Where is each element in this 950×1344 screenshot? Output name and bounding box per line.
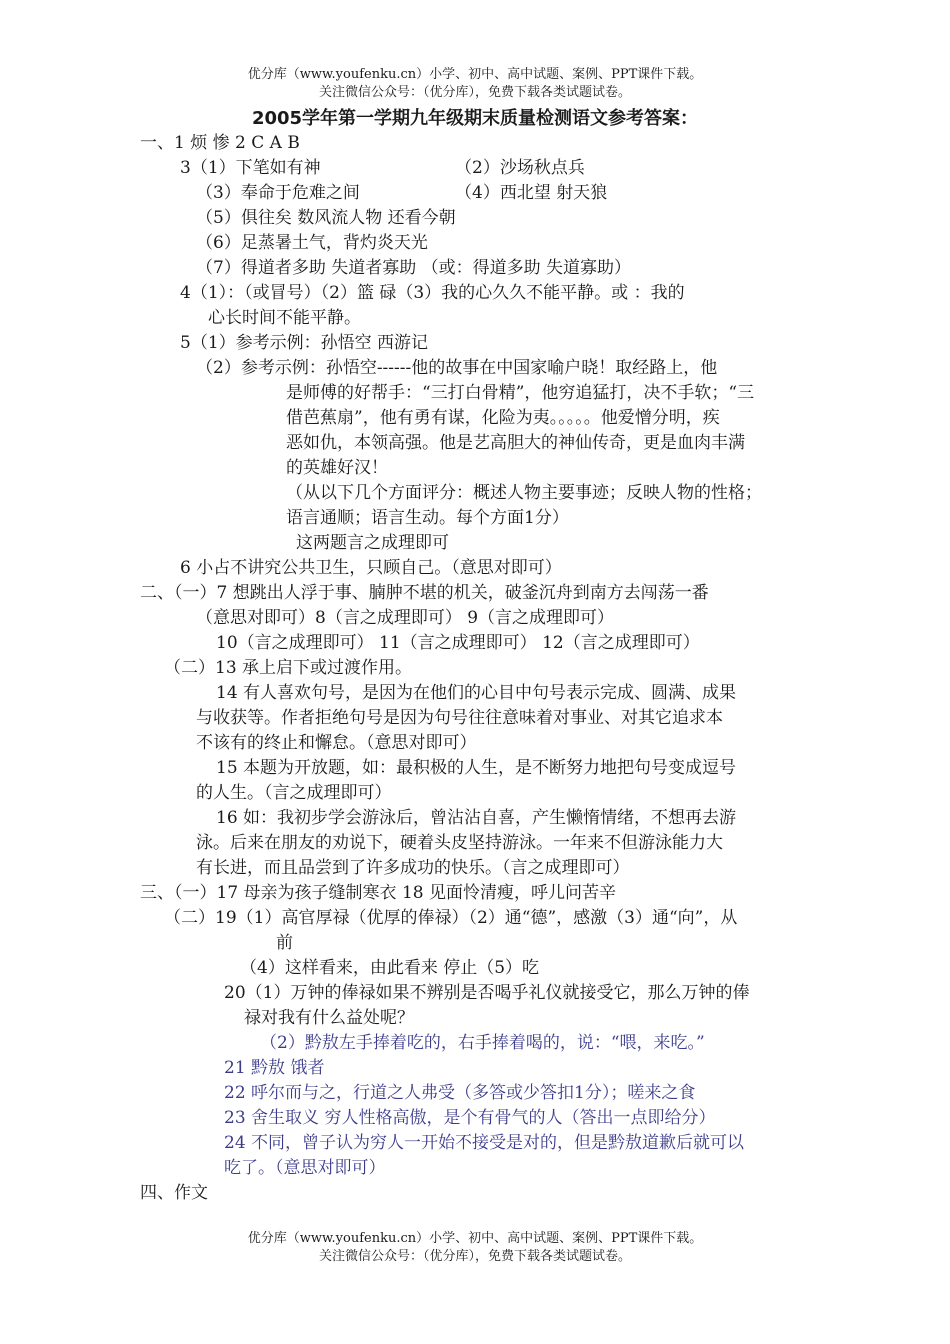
answer-line: 16 如：我初步学会游泳后，曾沾沾自喜，产生懒惰情绪，不想再去游 — [216, 808, 737, 828]
answer-line: 语言通顺；语言生动。每个方面1分） — [286, 508, 569, 528]
answer-line: 14 有人喜欢句号，是因为在他们的心目中句号表示完成、圆满、成果 — [216, 683, 737, 703]
answer-line: 一、1 烦 惨 2 C A B — [140, 133, 300, 153]
answer-line: 23 舍生取义 穷人性格高傲，是个有骨气的人（答出一点即给分） — [224, 1108, 716, 1128]
header-line-2: 关注微信公众号：（优分库），免费下载各类试题试卷。 — [318, 85, 631, 100]
answer-line: 3（1）下笔如有神 — [180, 158, 321, 178]
answer-line: （5）俱往矣 数风流人物 还看今朝 — [196, 208, 456, 228]
answer-line: 恶如仇，本领高强。他是艺高胆大的神仙传奇，更是血肉丰满 — [286, 433, 745, 453]
answer-line: （4）西北望 射天狼 — [455, 183, 608, 203]
answer-line: 22 呼尔而与之，行道之人弗受（多答或少答扣1分）；嗟来之食 — [224, 1083, 696, 1103]
answer-line: 这两题言之成理即可 — [296, 533, 449, 553]
answer-line: （意思对即可）8（言之成理即可） 9（言之成理即可） — [196, 608, 615, 628]
answer-line: 4（1）：（或冒号）（2）篮 碌（3）我的心久久不能平静。或 ：我的 — [180, 283, 685, 303]
answer-line: 二、（一）7 想跳出人浮于事、腩肿不堪的机关，破釜沉舟到南方去闯荡一番 — [140, 583, 709, 603]
answer-line: 三、（一）17 母亲为孩子缝制寒衣 18 见面怜清瘦，呼儿问苦辛 — [140, 883, 616, 903]
answer-line: （2）参考示例：孙悟空------他的故事在中国家喻户晓！取经路上，他 — [196, 358, 718, 378]
answer-line: 5（1）参考示例：孙悟空 西游记 — [180, 333, 429, 353]
answer-line: 的人生。（言之成理即可） — [196, 783, 392, 803]
header-line-1: 优分库（www.youfenku.cn）小学、初中、高中试题、案例、PPT课件下载。 — [247, 67, 703, 82]
answer-line: 15 本题为开放题，如：最积极的人生，是不断努力地把句号变成逗号 — [216, 758, 737, 778]
answer-line: 24 不同，曾子认为穷人一开始不接受是对的，但是黔敖道歉后就可以 — [224, 1133, 745, 1153]
answer-line: 心长时间不能平静。 — [208, 308, 361, 328]
answer-line: （6）足蒸暑土气，背灼炎天光 — [196, 233, 428, 253]
answer-line: 泳。后来在朋友的劝说下，硬着头皮坚持游泳。一年来不但游泳能力大 — [196, 833, 723, 853]
answer-line: （3）奉命于危难之间 — [196, 183, 360, 203]
answer-line: 20（1）万钟的俸禄如果不辨别是否喝乎礼仪就接受它，那么万钟的俸 — [224, 983, 750, 1003]
answer-line: （2）沙场秋点兵 — [455, 158, 585, 178]
answer-line: 禄对我有什么益处呢？ — [244, 1008, 414, 1028]
answer-line: （2）黔敖左手捧着吃的，右手捧着喝的，说：“喂，来吃。” — [260, 1033, 705, 1053]
answer-line: 的英雄好汉！ — [286, 458, 388, 478]
answer-line: （从以下几个方面评分：概述人物主要事迹；反映人物的性格； — [286, 483, 762, 503]
answer-line: （二）19（1）高官厚禄（优厚的俸禄）（2）通“德”，感激（3）通“向”，从 — [164, 908, 738, 928]
footer-line-1: 优分库（www.youfenku.cn）小学、初中、高中试题、案例、PPT课件下载。 — [247, 1231, 703, 1246]
answer-line: （7）得道者多助 失道者寡助 （或：得道多助 失道寡助） — [196, 258, 632, 278]
answer-line: 吃了。（意思对即可） — [224, 1158, 386, 1178]
answer-line: 与收获等。作者拒绝句号是因为句号往往意味着对事业、对其它追求本 — [196, 708, 723, 728]
answer-line: 是师傅的好帮手：“三打白骨精”，他穷追猛打，决不手软；“三 — [286, 383, 755, 403]
answer-line: 6 小占不讲究公共卫生，只顾自己。（意思对即可） — [180, 558, 562, 578]
answer-line: 不该有的终止和懈怠。（意思对即可） — [196, 733, 477, 753]
answer-line: 10（言之成理即可） 11（言之成理即可） 12（言之成理即可） — [216, 633, 700, 653]
answer-line: （二）13 承上启下或过渡作用。 — [164, 658, 413, 678]
answer-line: 有长进，而且品尝到了许多成功的快乐。（言之成理即可） — [196, 858, 630, 878]
page-title: 2005学年第一学期九年级期末质量检测语文参考答案： — [251, 108, 699, 129]
answer-line: （4）这样看来，由此看来 停止（5）吃 — [240, 958, 540, 978]
answer-line: 21 黔敖 饿者 — [224, 1058, 325, 1078]
answer-line: 借芭蕉扇”，他有勇有谋，化险为夷。。。。。他爱憎分明，疾 — [286, 408, 720, 428]
footer-line-2: 关注微信公众号：（优分库），免费下载各类试题试卷。 — [318, 1249, 631, 1264]
answer-line: 前 — [276, 933, 293, 953]
section-heading: 四、作文 — [140, 1183, 208, 1203]
